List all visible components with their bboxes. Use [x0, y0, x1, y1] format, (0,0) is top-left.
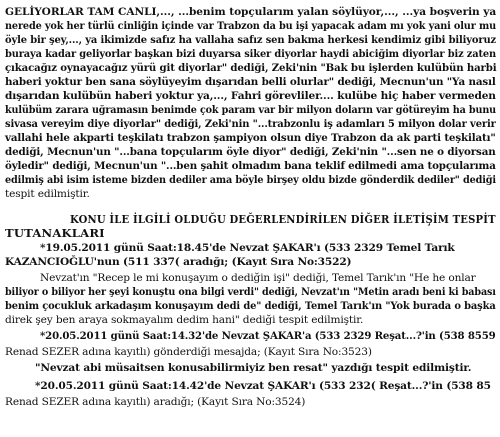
record-line: *20.05.2011 günü Saat:14.32'de Nevzat ŞAKAR'a (533 2329 Reşat...?'in (538 8559 — [40, 330, 496, 342]
testimony-line: kulübüm zarara uğramasın benimde çok param var bir milyon doların var götüreyim ha bunu — [5, 104, 497, 116]
record-line: "Nevzat abi müsaitsen konusabilirmiyiz ben resat" yazdığı tespit edilmiştir. — [35, 362, 472, 374]
testimony-line: edilmiş abi isim isteme bizden dediler ama böyle birşey oldu bizde gönderdik dediler" dediği — [5, 174, 496, 186]
record-line: benim çocukluk arkadaşım konuşayım dedi de" dediği, Temel Tarık'ın "Yok burada o başka — [5, 300, 496, 312]
testimony-line: dediği, Mecnun'un "...bana topçularım öyle diyor" dediği, Zeki'nin "...sen ne o diyorsan — [5, 146, 496, 158]
testimony-line: nerede yok her türlü cinliğin içinde var Trabzon da bu işi yapacak adam mı yok yani olur mu — [5, 20, 497, 32]
record-line: *19.05.2011 günü Saat:18.45'de Nevzat ŞAKAR'ı (533 2329 Temel Tarık — [40, 242, 455, 254]
section-heading: KONU İLE İLGİLİ OLDUĞU DEĞERLENDİRİLEN DİĞER İLETİŞİM TESPİT — [70, 212, 496, 226]
record-line: Renad SEZER adına kayıtlı) aradığı; (Kayıt Sıra No:3524) — [5, 396, 306, 408]
record-line: *20.05.2011 günü Saat:14.42'de Nevzat ŞAKAR'ı (533 232( Reşat...?'in (538 85 — [35, 380, 491, 392]
testimony-line: öyledir" dediği, Mecnun'un "...ben şahit olmadım bana teklif edilmedi ama topçularıma — [5, 160, 496, 172]
testimony-line: dışarıdan kulübün haberi yoktur ya,..., Fahri görevliler.... kulübe hiç haber vermeden — [5, 90, 496, 102]
testimony-line: haberi yoktur ben sana söylüyeyim dışarıdan belli olurlar" dediği, Mecnun'un "Ya nasıl — [5, 76, 496, 88]
testimony-line: vallahi hele akparti teşkilatı trabzon şampiyon olsun diye Trabzon da ak parti teşkilatı" — [5, 132, 496, 144]
testimony-line: GELİYORLAR TAM CANLI,..., ...benim topçularım yalan söylüyor,..., ...ya boşverin ya — [5, 6, 497, 18]
testimony-line: çıkacağız oynayacağız yürü git diyorlar" dediği, Zeki'nin "Bak bu işlerden kulübün harbi — [5, 62, 497, 74]
record-line: biliyor o biliyor her şeyi konuştu ona bilgi verdi" dediği, Nevzat'ın "Metin aradı beni ki babası — [5, 286, 496, 298]
testimony-line: tespit edilmiştir. — [5, 188, 90, 200]
record-line: Renad SEZER adına kayıtlı) gönderdiği mesajda; (Kayıt Sıra No:3523) — [5, 346, 372, 358]
record-line: Nevzat'ın "Recep le mi konuşayım o dediğin işi" dediği, Temel Tarık'ın "He he onlar — [40, 272, 476, 284]
testimony-line: sivasa vereyim diye diyorlar" dediği, Zeki'nin "...trabzonlu iş adamları 5 milyon dolar verir — [5, 118, 496, 130]
testimony-line: buraya kadar geliyorlar başkan bizi duyarsa siker diyorlar haydi abiciğim diyorlar biz zaten — [5, 48, 497, 60]
record-line: KAZANCIOĞLU'nun (511 337( aradığı; (Kayıt Sıra No:3522) — [5, 256, 352, 268]
record-line: direk şey ben araya sokmayalım dedim hani" dediği tespit edilmiştir. — [5, 314, 364, 326]
testimony-line: öyle bir şey,..., ya ikimizde safız ha vallaha safız sen bakma herkesi kendimiz gibi biliyoruz — [5, 34, 497, 46]
section-heading: TUTANAKLARI — [5, 226, 105, 240]
